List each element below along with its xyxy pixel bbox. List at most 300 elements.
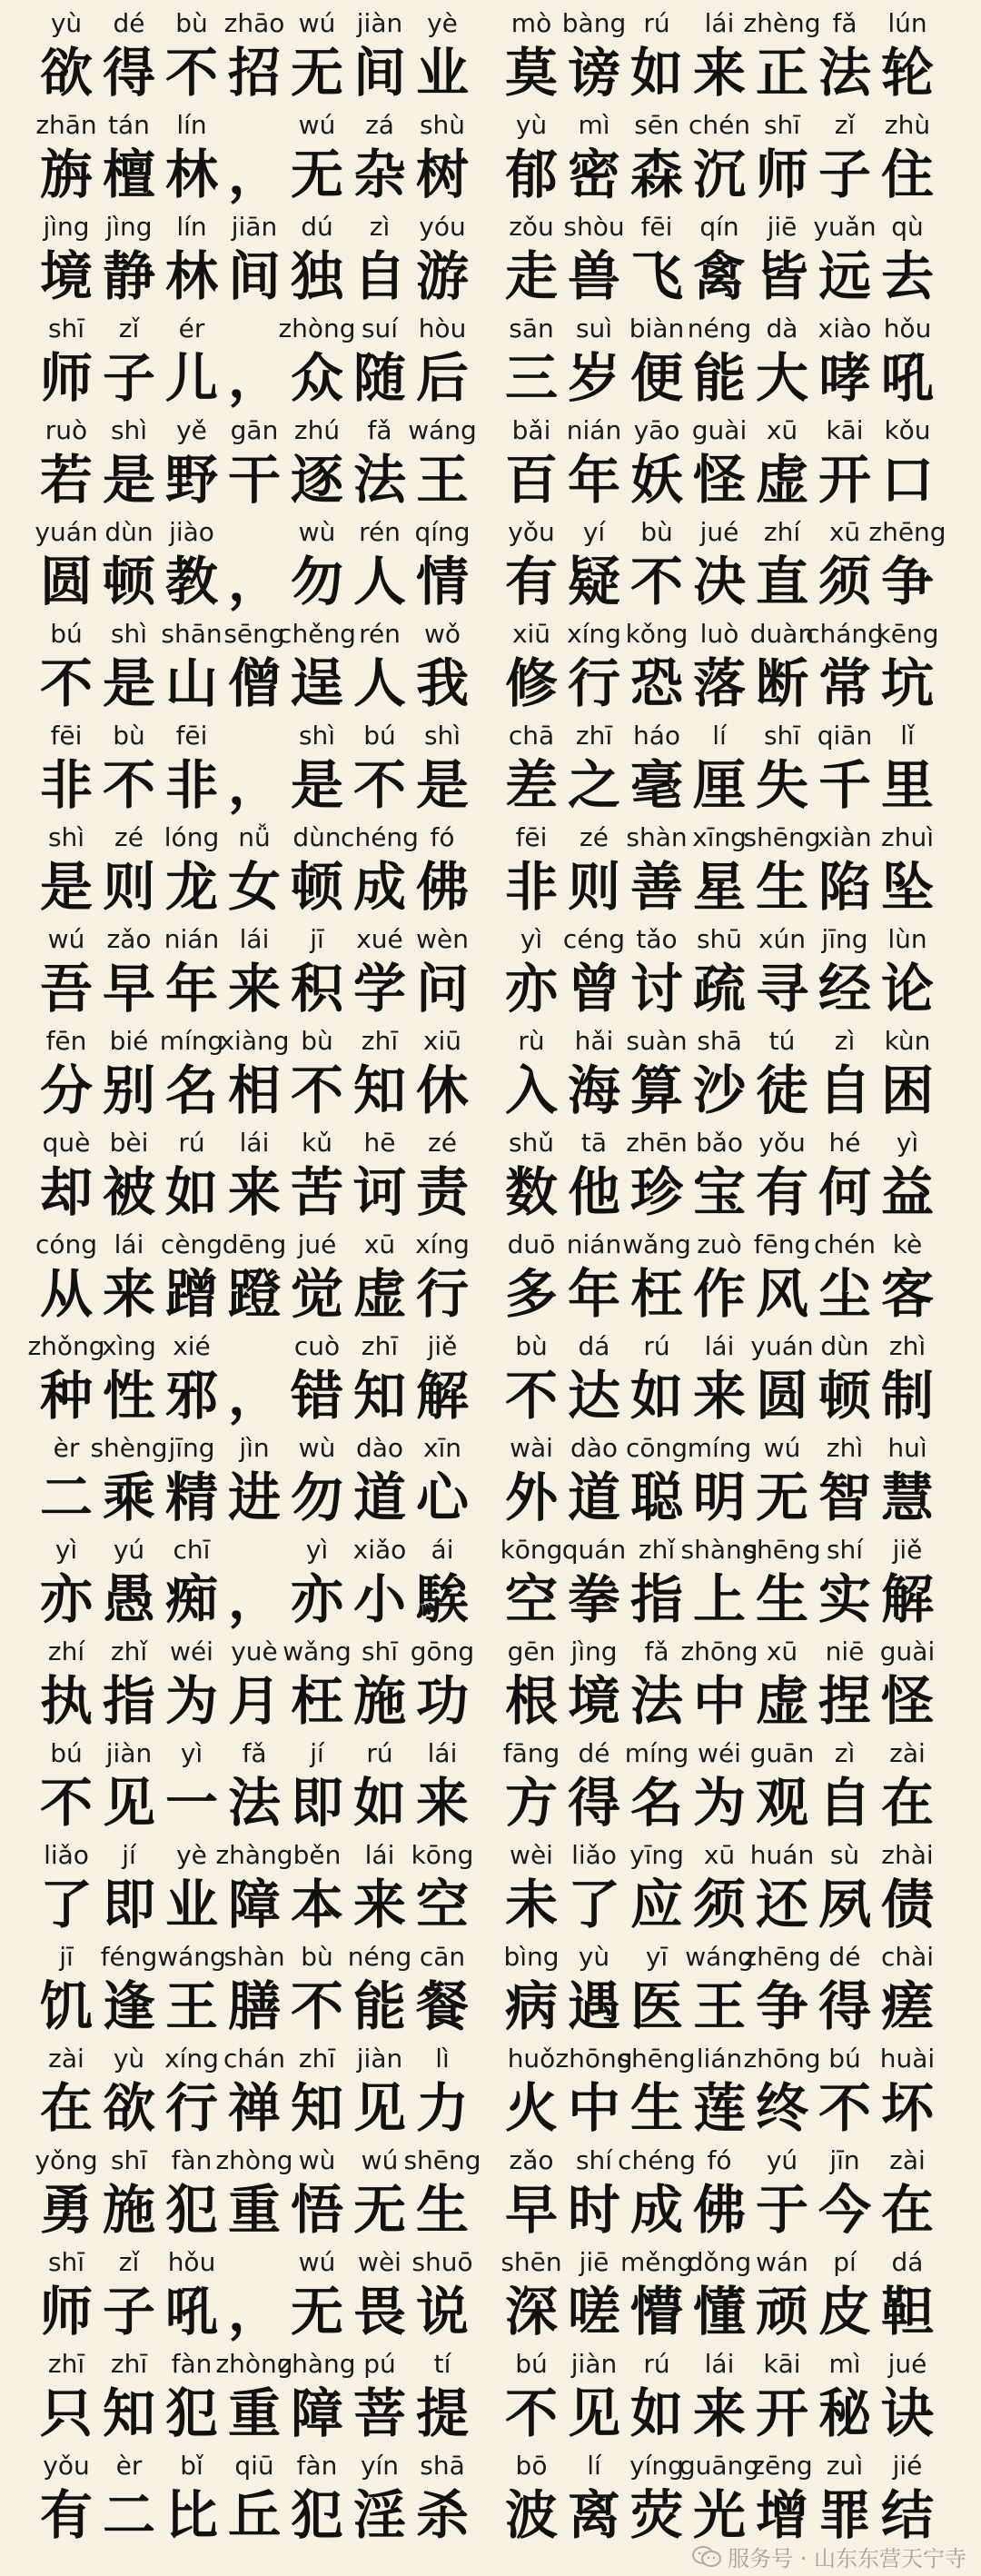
pinyin: shā	[697, 1026, 742, 1056]
char-cell	[412, 5, 472, 107]
pinyin: lì	[435, 2044, 450, 2074]
verse-line-right	[501, 107, 956, 209]
hanzi: 荧	[629, 2484, 683, 2546]
hanzi: 虚	[755, 449, 808, 511]
pinyin: bú	[50, 1738, 83, 1768]
hanzi: 障	[290, 2382, 343, 2444]
pinyin: duō	[507, 1229, 556, 1259]
hanzi: ，	[227, 1568, 281, 1630]
pinyin: guài	[879, 1636, 936, 1666]
pinyin: yè	[427, 8, 458, 38]
hanzi: 须	[692, 1874, 746, 1935]
hanzi: 多	[504, 1263, 558, 1325]
char-cell	[877, 2244, 937, 2346]
verse-line-left	[36, 1634, 481, 1736]
hanzi: 中	[692, 1670, 746, 1732]
hanzi: 愚	[102, 1568, 155, 1630]
hanzi: 比	[164, 2484, 218, 2546]
pinyin: bǎo	[695, 1128, 744, 1158]
hanzi: 问	[415, 958, 469, 1019]
hanzi: 悟	[290, 2179, 343, 2241]
verse-row	[0, 2346, 981, 2448]
pinyin: yǒng	[35, 2145, 98, 2175]
char-cell	[162, 1328, 222, 1430]
verse-line-right	[501, 1837, 956, 1939]
hanzi: 来	[415, 1772, 469, 1834]
hanzi: 慧	[880, 1467, 934, 1528]
hanzi: 曾	[567, 958, 620, 1019]
hanzi: 独	[290, 245, 343, 307]
pinyin: duàn	[749, 619, 815, 649]
pinyin: jiě	[892, 1535, 923, 1565]
hanzi: 嗟	[567, 2281, 620, 2342]
pinyin: sēng	[223, 619, 285, 649]
hanzi: 虚	[352, 1263, 406, 1325]
verse-line-left	[36, 1430, 481, 1532]
hanzi: 沉	[692, 144, 746, 205]
hanzi: 论	[880, 958, 934, 1019]
verse-line-right	[501, 311, 956, 413]
pinyin: wù	[298, 517, 336, 547]
hanzi: 林	[164, 245, 218, 307]
verse-row	[0, 311, 981, 413]
hanzi: 却	[39, 1161, 93, 1223]
hanzi: 见	[567, 2382, 620, 2444]
pinyin: liǎo	[44, 1840, 89, 1870]
hanzi: 他	[567, 1161, 620, 1223]
pinyin: xíng	[164, 2044, 219, 2074]
verse-line-right	[501, 1939, 956, 2041]
hanzi: 坠	[880, 856, 934, 918]
pinyin: chā	[508, 721, 555, 751]
pinyin: fēng	[753, 1229, 811, 1259]
verse-line-right	[501, 820, 956, 921]
char-cell	[412, 311, 472, 413]
pinyin: yù	[515, 110, 548, 140]
pinyin: biàn	[629, 313, 685, 343]
hanzi: 间	[227, 245, 281, 307]
hanzi: 修	[504, 652, 558, 714]
pinyin: kēng	[876, 619, 939, 649]
pinyin: wài	[510, 1433, 553, 1463]
pinyin: dào	[570, 1433, 619, 1463]
hanzi: 月	[227, 1670, 281, 1732]
pinyin: jué	[297, 1229, 337, 1259]
char-cell	[408, 413, 477, 514]
pinyin: xíng	[415, 1229, 470, 1259]
pinyin: nǚ	[238, 822, 271, 852]
hanzi: 间	[352, 42, 406, 104]
hanzi: 风	[755, 1263, 808, 1325]
char-cell	[412, 1430, 472, 1532]
pinyin: shì	[423, 721, 461, 751]
hanzi: 禅	[227, 2077, 281, 2139]
pinyin: bù	[113, 721, 145, 751]
hanzi: 岁	[567, 347, 620, 409]
pinyin: fǎ	[644, 1636, 669, 1666]
hanzi: 不	[290, 1975, 343, 2037]
pinyin: fó	[707, 2145, 732, 2175]
pinyin: wù	[298, 1433, 336, 1463]
hanzi: 乘	[102, 1467, 155, 1528]
hanzi: 山	[164, 652, 218, 714]
verse-row	[0, 2041, 981, 2143]
pinyin: xié	[173, 1331, 211, 1361]
char-cell	[877, 1736, 937, 1837]
char-cell	[412, 1328, 472, 1430]
pinyin: zǎo	[106, 924, 152, 954]
pinyin: yù	[113, 2044, 145, 2074]
hanzi: 来	[692, 42, 746, 104]
pinyin: zhòng	[215, 2145, 293, 2175]
pinyin: dǒng	[687, 2247, 752, 2277]
pinyin: rú	[643, 1331, 670, 1361]
hanzi: 懂	[692, 2281, 746, 2342]
pinyin: tú	[768, 1026, 796, 1056]
pinyin: míng	[624, 1738, 689, 1768]
hanzi: 为	[692, 1772, 746, 1834]
hanzi: 医	[629, 1975, 683, 2037]
hanzi: 师	[39, 2281, 93, 2342]
hanzi: 杀	[415, 2484, 469, 2546]
char-cell	[162, 1532, 222, 1634]
verse-line-right	[501, 1634, 956, 1736]
verse-line-left	[36, 1736, 481, 1837]
hanzi: 不	[504, 1365, 558, 1427]
hanzi: 便	[629, 347, 683, 409]
hanzi: 债	[880, 1874, 934, 1935]
char-cell	[877, 1430, 937, 1532]
pinyin: yě	[176, 415, 207, 445]
verse-line-left	[36, 616, 481, 718]
hanzi: 名	[629, 1772, 683, 1834]
hanzi: 功	[415, 1670, 469, 1732]
hanzi: 二	[102, 2484, 155, 2546]
pinyin: chéng	[341, 822, 419, 852]
pinyin: wǒ	[423, 619, 461, 649]
pinyin: jī	[59, 1942, 74, 1972]
pinyin: lín	[176, 110, 207, 140]
char-cell	[877, 2143, 937, 2244]
pinyin: wǎng	[282, 1636, 352, 1666]
hanzi: 不	[629, 551, 683, 612]
pinyin: dēng	[222, 1229, 287, 1259]
hanzi: 智	[818, 1467, 871, 1528]
hanzi: 圆	[39, 551, 93, 612]
pinyin: lái	[704, 8, 735, 38]
pinyin: zuò	[697, 1229, 742, 1259]
pinyin: hé	[828, 1128, 861, 1158]
pinyin: shì	[298, 721, 336, 751]
pinyin: sù	[829, 1840, 860, 1870]
verse-row	[0, 820, 981, 921]
pinyin: zhài	[881, 1840, 934, 1870]
pinyin: yì	[180, 1738, 203, 1768]
pinyin: chén	[813, 1229, 877, 1259]
hanzi: 小	[352, 1568, 406, 1630]
pinyin: lí	[712, 721, 727, 751]
pinyin: zài	[889, 1738, 926, 1768]
pinyin: jīng	[168, 1433, 215, 1463]
hanzi: 野	[164, 449, 218, 511]
hanzi: 怪	[880, 1670, 934, 1732]
hanzi: 还	[755, 1874, 808, 1935]
pinyin: pí	[833, 2247, 857, 2277]
pinyin: cōng	[625, 1433, 689, 1463]
verse-rows	[0, 5, 981, 2550]
hanzi: 力	[415, 2077, 469, 2139]
verse-row	[0, 107, 981, 209]
pinyin: sēn	[634, 110, 679, 140]
hanzi: 哮	[818, 347, 871, 409]
hanzi: 法	[818, 42, 871, 104]
verse-line-right	[501, 209, 956, 311]
hanzi: 檀	[102, 144, 155, 205]
hanzi: 无	[352, 2179, 406, 2241]
pinyin: zhōng	[680, 1636, 758, 1666]
hanzi: 森	[629, 144, 683, 205]
hanzi: ，	[227, 754, 281, 816]
pinyin: yī	[645, 1942, 669, 1972]
pinyin: gōng	[410, 1636, 475, 1666]
verse-line-right	[501, 616, 956, 718]
hanzi: 来	[102, 1263, 155, 1325]
pinyin: nián	[566, 415, 622, 445]
char-cell	[877, 209, 937, 311]
hanzi: 二	[39, 1467, 93, 1528]
verse-line-right	[501, 413, 956, 514]
hanzi: 心	[415, 1467, 469, 1528]
pinyin: shēng	[403, 2145, 481, 2175]
pinyin: bù	[301, 1026, 333, 1056]
pinyin: zì	[834, 1738, 856, 1768]
pinyin: bìng	[503, 1942, 560, 1972]
hanzi: 莫	[504, 42, 558, 104]
pinyin: shī	[47, 313, 85, 343]
pinyin: zé	[428, 1128, 457, 1158]
hanzi: 相	[227, 1059, 281, 1121]
char-cell	[412, 2244, 472, 2346]
hanzi: 法	[352, 449, 406, 511]
pinyin: huǒ	[507, 2044, 556, 2074]
pinyin: gēn	[507, 1636, 556, 1666]
hanzi: 生	[755, 1568, 808, 1630]
hanzi: 去	[880, 245, 934, 307]
pinyin: zhī	[361, 1331, 399, 1361]
pinyin: zǎo	[509, 2145, 554, 2175]
pinyin: zǐ	[834, 110, 856, 140]
pinyin: huì	[887, 1433, 927, 1463]
verse-line-left	[36, 311, 481, 413]
pinyin: qíng	[414, 517, 471, 547]
pinyin: rù	[518, 1026, 545, 1056]
hanzi: 若	[39, 449, 93, 511]
hanzi: 密	[567, 144, 620, 205]
pinyin: wáng	[685, 1942, 754, 1972]
verse-line-right	[501, 1023, 956, 1125]
pinyin: dá	[891, 2247, 924, 2277]
pinyin: èr	[115, 2451, 143, 2481]
hanzi: 口	[880, 449, 934, 511]
hanzi: 错	[290, 1365, 343, 1427]
pinyin: xiū	[511, 619, 551, 649]
char-cell	[412, 616, 472, 718]
pinyin: fàn	[296, 2451, 338, 2481]
hanzi: 来	[692, 2382, 746, 2444]
hanzi: 拳	[567, 1568, 620, 1630]
char-cell	[877, 1837, 937, 1939]
pinyin: dé	[578, 1738, 610, 1768]
pinyin: tǎo	[636, 924, 678, 954]
hanzi: 提	[415, 2382, 469, 2444]
verse-row	[0, 1532, 981, 1634]
pinyin: chài	[880, 1942, 935, 1972]
hanzi: 法	[629, 1670, 683, 1732]
pinyin: qín	[699, 212, 739, 242]
pinyin: kè	[892, 1229, 923, 1259]
pinyin: wǎng	[622, 1229, 691, 1259]
hanzi: 来	[352, 1874, 406, 1935]
pinyin: jiē	[579, 2247, 609, 2277]
hanzi: 教	[164, 551, 218, 612]
hanzi: 顿	[818, 1365, 871, 1427]
char-cell	[412, 1939, 472, 2041]
pinyin: zǐ	[118, 313, 140, 343]
hanzi: 皆	[755, 245, 808, 307]
hanzi: 分	[39, 1059, 93, 1121]
hanzi: 毫	[629, 754, 683, 816]
pinyin: niē	[825, 1636, 865, 1666]
verse-row	[0, 718, 981, 820]
hanzi: 根	[504, 1670, 558, 1732]
pinyin: suàn	[626, 1026, 688, 1056]
pinyin: fàn	[171, 2349, 213, 2379]
pinyin: zhī	[575, 721, 613, 751]
pinyin: shuō	[411, 2247, 473, 2277]
pinyin: shēng	[743, 1535, 821, 1565]
watermark-text: 服务号 · 山东东营天宁寺	[728, 2546, 966, 2571]
hanzi: 吾	[39, 958, 93, 1019]
hanzi: 大	[755, 347, 808, 409]
pinyin: yāo	[633, 415, 680, 445]
pinyin: cháng	[806, 619, 884, 649]
hanzi: 则	[567, 856, 620, 918]
verse-row	[0, 1736, 981, 1837]
pinyin: kōng	[500, 1535, 563, 1565]
pinyin: zhōng	[555, 2044, 633, 2074]
hanzi: 障	[227, 1874, 281, 1935]
verse-line-right	[501, 2346, 956, 2448]
pinyin: chī	[173, 1535, 211, 1565]
hanzi: 皮	[818, 2281, 871, 2342]
pinyin: shǔ	[508, 1128, 555, 1158]
hanzi: 餐	[415, 1975, 469, 2037]
char-cell	[877, 1227, 937, 1328]
pinyin: wú	[361, 2145, 399, 2175]
hanzi: 须	[818, 551, 871, 612]
pinyin: féng	[100, 1942, 158, 1972]
hanzi: 蹬	[227, 1263, 281, 1325]
pinyin: lái	[239, 1128, 270, 1158]
hanzi: 人	[352, 652, 406, 714]
pinyin: bèi	[109, 1128, 149, 1158]
pinyin: chén	[688, 110, 751, 140]
hanzi: 僧	[227, 652, 281, 714]
pinyin: néng	[347, 1942, 412, 1972]
pinyin: bié	[109, 1026, 149, 1056]
pinyin: zài	[48, 2044, 84, 2074]
verse-line-left	[36, 2041, 481, 2143]
hanzi: 行	[164, 2077, 218, 2139]
hanzi: 争	[880, 551, 934, 612]
pinyin: jìng	[105, 212, 153, 242]
pinyin: shàng	[680, 1535, 758, 1565]
hanzi: 瘥	[880, 1975, 934, 2037]
hanzi: 逞	[290, 652, 343, 714]
pinyin: lùn	[887, 924, 927, 954]
hanzi: 中	[567, 2077, 620, 2139]
char-cell	[877, 1328, 937, 1430]
hanzi: 讨	[629, 958, 683, 1019]
hanzi: 懵	[629, 2281, 683, 2342]
pinyin: zhí	[763, 517, 801, 547]
char-cell	[412, 514, 472, 616]
verse-line-left	[36, 514, 481, 616]
hanzi: 为	[164, 1670, 218, 1732]
char-cell	[412, 2041, 472, 2143]
hanzi: 王	[164, 1975, 218, 2037]
pinyin: lí	[587, 2451, 601, 2481]
pinyin: shā	[420, 2451, 465, 2481]
hanzi: 苦	[290, 1161, 343, 1223]
hanzi: 成	[629, 2179, 683, 2241]
verse-row	[0, 616, 981, 718]
hanzi: 作	[692, 1263, 746, 1325]
hanzi: 丘	[227, 2484, 281, 2546]
char-cell	[162, 718, 222, 820]
verse-row	[0, 921, 981, 1023]
pinyin: jìng	[570, 1636, 618, 1666]
hanzi: 生	[629, 2077, 683, 2139]
pinyin: jiān	[231, 212, 278, 242]
pinyin: zhí	[47, 1636, 85, 1666]
pinyin: lái	[427, 1738, 458, 1768]
hanzi: 性	[102, 1365, 155, 1427]
hanzi: 得	[102, 42, 155, 104]
pinyin: dé	[828, 1942, 861, 1972]
pinyin: fǎ	[242, 1738, 267, 1768]
hanzi: 在	[39, 2077, 93, 2139]
hanzi: 道	[567, 1467, 620, 1528]
pinyin: xiū	[422, 1026, 462, 1056]
hanzi: 经	[818, 958, 871, 1019]
pinyin: shí	[826, 1535, 864, 1565]
pinyin: zhǐ	[638, 1535, 676, 1565]
hanzi: 兽	[567, 245, 620, 307]
pinyin: yíng	[629, 2451, 684, 2481]
hanzi: 是	[415, 754, 469, 816]
verse-line-left	[36, 921, 481, 1023]
pinyin: guāng	[679, 2451, 760, 2481]
hanzi: 知	[102, 2382, 155, 2444]
hanzi: 无	[290, 144, 343, 205]
char-cell	[877, 616, 937, 718]
pinyin: jìng	[43, 212, 90, 242]
pinyin: bù	[640, 517, 673, 547]
pinyin: xū	[363, 1229, 396, 1259]
hanzi: 莲	[692, 2077, 746, 2139]
pinyin: tán	[108, 110, 150, 140]
